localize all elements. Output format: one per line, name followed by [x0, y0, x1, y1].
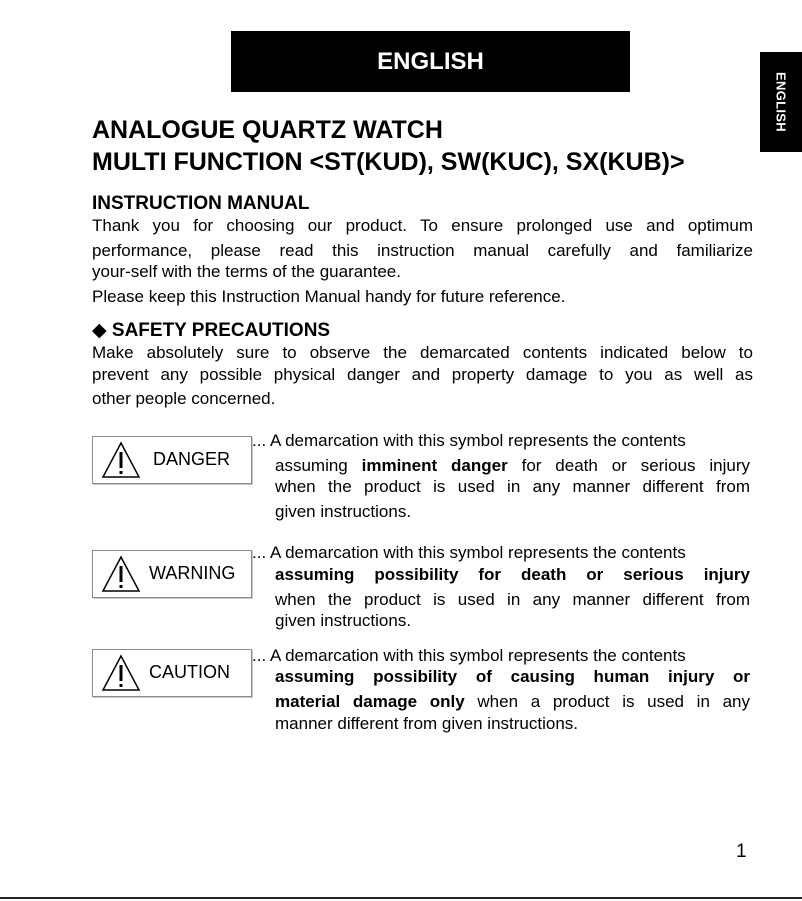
diamond-bullet-icon: ◆: [92, 320, 107, 341]
danger-desc-line-1: ... A demarcation with this symbol represents the contents: [252, 431, 686, 450]
warning-desc-line-1: ... A demarcation with this symbol represents the contents: [252, 543, 686, 562]
page-number: 1: [736, 841, 747, 862]
safety-heading-text: SAFETY PRECAUTIONS: [111, 320, 331, 341]
manual-text-line-2: performance, please read this instruction manual carefully and familiarize: [92, 241, 753, 260]
danger-label: DANGER: [153, 449, 231, 469]
language-banner-text: ENGLISH: [377, 47, 484, 75]
danger-desc-line-3: when the product is used in any manner different from: [275, 477, 750, 496]
danger-emphasis: imminent danger: [361, 456, 508, 475]
warning-triangle-icon: [101, 555, 141, 593]
caution-emphasis-2: material damage only: [275, 692, 465, 711]
warning-desc-line-3: when the product is used in any manner different from: [275, 590, 750, 609]
safety-text-line-3: other people concerned.: [92, 389, 276, 408]
title-line-1: ANALOGUE QUARTZ WATCH: [92, 116, 443, 144]
danger-desc-line-2: assuming imminent danger for death or serious injury: [275, 456, 750, 475]
instruction-manual-heading: INSTRUCTION MANUAL: [92, 193, 310, 214]
manual-text-line-1: Thank you for choosing our product. To ensure prolonged use and optimum: [92, 216, 753, 235]
warning-desc-line-2: [275, 565, 750, 585]
manual-text-line-3: your-self with the terms of the guarantee.: [92, 262, 401, 281]
caution-desc-line-4: manner different from given instructions.: [275, 714, 578, 733]
warning-triangle-icon: [101, 654, 141, 692]
title-line-2: MULTI FUNCTION <ST(KUD), SW(KUC), SX(KUB)>: [92, 148, 685, 176]
warning-label: WARNING: [149, 563, 236, 583]
caution-desc-line-2: [275, 667, 750, 687]
language-banner: [231, 31, 630, 92]
safety-precautions-heading: [92, 319, 330, 342]
caution-desc-line-3: material damage only when a product is used in any: [275, 692, 750, 711]
warning-symbol-box: [92, 550, 252, 598]
safety-text-line-2: prevent any possible physical danger and property damage to you as well as: [92, 365, 753, 384]
warning-desc-line-4: given instructions.: [275, 611, 412, 630]
danger-desc-line-4: given instructions.: [275, 502, 412, 521]
warning-emphasis: assuming possibility for death or serious injury: [275, 565, 750, 584]
caution-desc-line-1: ... A demarcation with this symbol represents the contents: [252, 646, 686, 665]
caution-symbol-box: [92, 649, 252, 697]
bottom-rule: [0, 897, 802, 899]
safety-text-line-1: Make absolutely sure to observe the demarcated contents indicated below to: [92, 343, 753, 362]
danger-symbol-box: [92, 436, 252, 484]
language-side-tab-text: ENGLISH: [773, 72, 789, 132]
manual-text-line-4: Please keep this Instruction Manual handy for future reference.: [92, 287, 566, 306]
language-side-tab: [760, 52, 802, 152]
warning-triangle-icon: [101, 441, 141, 479]
caution-label: CAUTION: [149, 662, 230, 682]
caution-emphasis: assuming possibility of causing human injury or: [275, 667, 750, 686]
